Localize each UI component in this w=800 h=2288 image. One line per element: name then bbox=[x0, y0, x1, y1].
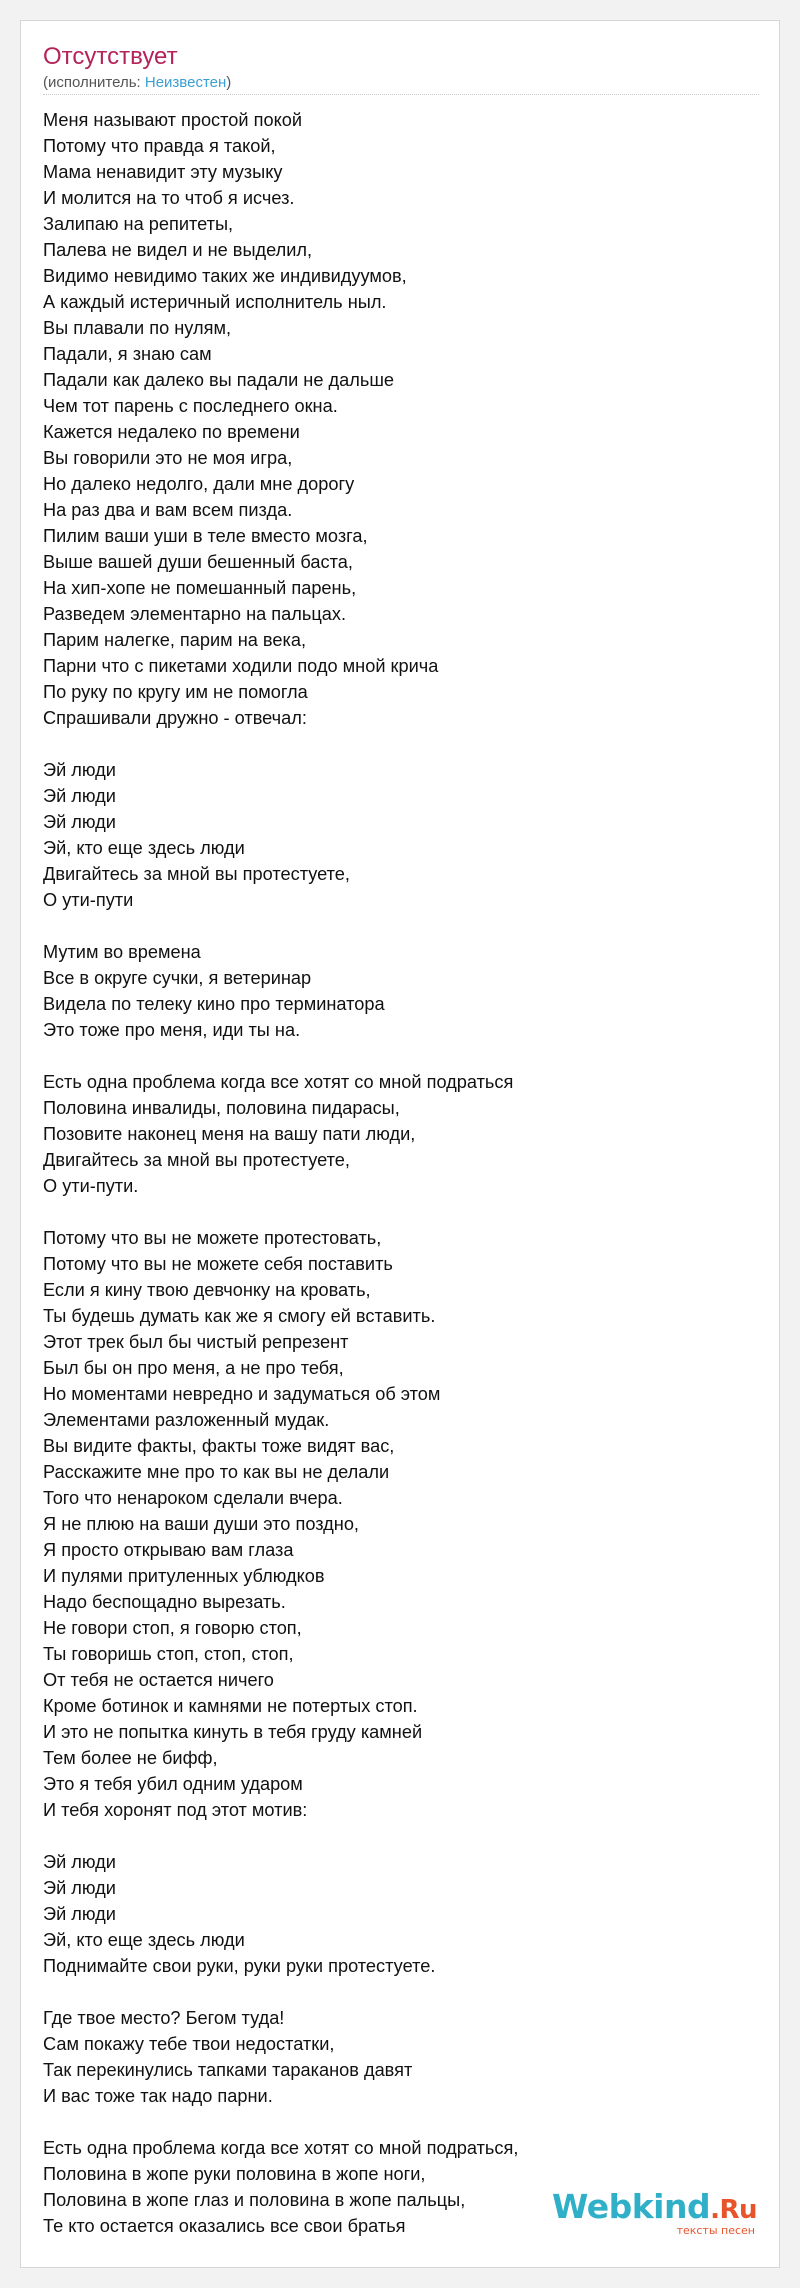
lyrics-line: Падали как далеко вы падали не дальше bbox=[43, 370, 395, 390]
lyrics-line: От тебя не остается ничего bbox=[43, 1670, 274, 1690]
lyrics-line: Парни что с пикетами ходили подо мной крича bbox=[43, 656, 439, 676]
lyrics-line: Кроме ботинок и камнями не потертых стоп. bbox=[43, 1696, 418, 1716]
lyrics-line: Половина в жопе руки половина в жопе ноги, bbox=[43, 2164, 426, 2184]
lyrics-line: Выше вашей души бешенный баста, bbox=[43, 552, 353, 572]
song-title: Отсутствует bbox=[43, 43, 178, 70]
lyrics-line: Того что ненароком сделали вчера. bbox=[43, 1488, 343, 1508]
lyrics-line: Расскажите мне про то как вы не делали bbox=[43, 1462, 390, 1482]
lyrics-line: Ты говоришь стоп, стоп, стоп, bbox=[43, 1644, 294, 1664]
lyrics-line: И пулями притуленных ублюдков bbox=[43, 1566, 325, 1586]
lyrics-line: Падали, я знаю сам bbox=[43, 344, 212, 364]
lyrics-line: Потому что вы не можете себя поставить bbox=[43, 1254, 393, 1274]
lyrics-stanza bbox=[43, 1225, 759, 1823]
artist-suffix: ) bbox=[226, 74, 232, 91]
lyrics-line: Поднимайте свои руки, руки руки протестуете. bbox=[43, 1956, 436, 1976]
lyrics-line: Этот трек был бы чистый репрезент bbox=[43, 1332, 349, 1352]
lyrics-stanza bbox=[43, 1069, 759, 1199]
lyrics-line: Кажется недалеко по времени bbox=[43, 422, 300, 442]
lyrics-line: Это тоже про меня, иди ты на. bbox=[43, 1020, 301, 1040]
lyrics-line: Мама ненавидит эту музыку bbox=[43, 162, 283, 182]
lyrics-line: Эй, кто еще здесь люди bbox=[43, 1930, 245, 1950]
lyrics-line: Тем более не бифф, bbox=[43, 1748, 218, 1768]
lyrics-line: Есть одна проблема когда все хотят со мной подраться bbox=[43, 1072, 514, 1092]
lyrics-line: Меня называют простой покой bbox=[43, 110, 303, 130]
lyrics-stanza bbox=[43, 107, 759, 731]
lyrics-line: Был бы он про меня, а не про тебя, bbox=[43, 1358, 344, 1378]
lyrics-line: А каждый истеричный исполнитель ныл. bbox=[43, 292, 387, 312]
lyrics-line: Потому что вы не можете протестовать, bbox=[43, 1228, 382, 1248]
lyrics-line: Двигайтесь за мной вы протестуете, bbox=[43, 1150, 350, 1170]
lyrics-line: Половина инвалиды, половина пидарасы, bbox=[43, 1098, 400, 1118]
lyrics-line: Где твое место? Бегом туда! bbox=[43, 2008, 285, 2028]
lyrics-line: Парим налегке, парим на века, bbox=[43, 630, 307, 650]
lyrics-line: Элементами разложенный мудак. bbox=[43, 1410, 330, 1430]
lyrics-line: Двигайтесь за мной вы протестуете, bbox=[43, 864, 350, 884]
lyrics-line: Эй люди bbox=[43, 786, 116, 806]
lyrics-line: Вы плавали по нулям, bbox=[43, 318, 232, 338]
lyrics-line: Но моментами невредно и задуматься об этом bbox=[43, 1384, 441, 1404]
lyrics-line: Я не плюю на ваши души это поздно, bbox=[43, 1514, 359, 1534]
lyrics-line: Надо беспощадно вырезать. bbox=[43, 1592, 286, 1612]
lyrics-line: Но далеко недолго, дали мне дорогу bbox=[43, 474, 355, 494]
lyrics-line: Чем тот парень с последнего окна. bbox=[43, 396, 338, 416]
lyrics-line: И вас тоже так надо парни. bbox=[43, 2086, 273, 2106]
lyrics-card bbox=[20, 20, 780, 2268]
lyrics-line: Те кто остается оказались все свои братья bbox=[43, 2216, 406, 2236]
lyrics-line: И это не попытка кинуть в тебя груду камней bbox=[43, 1722, 423, 1742]
lyrics-line: О ути-пути bbox=[43, 890, 134, 910]
lyrics-body bbox=[43, 107, 759, 2239]
artist-prefix: (исполнитель: bbox=[43, 74, 145, 91]
lyrics-stanza bbox=[43, 2005, 759, 2109]
logo-name: Webkind bbox=[551, 2187, 711, 2226]
lyrics-line: Эй, кто еще здесь люди bbox=[43, 838, 245, 858]
lyrics-line: Вы видите факты, факты тоже видят вас, bbox=[43, 1436, 395, 1456]
lyrics-line: Эй люди bbox=[43, 1852, 116, 1872]
lyrics-line: Потому что правда я такой, bbox=[43, 136, 276, 156]
lyrics-line: Эй люди bbox=[43, 760, 116, 780]
lyrics-line: О ути-пути. bbox=[43, 1176, 139, 1196]
lyrics-line: Видела по телеку кино про терминатора bbox=[43, 994, 385, 1014]
lyrics-line: Позовите наконец меня на вашу пати люди, bbox=[43, 1124, 416, 1144]
lyrics-line: Сам покажу тебе твои недостатки, bbox=[43, 2034, 335, 2054]
divider bbox=[43, 94, 759, 95]
lyrics-line: Залипаю на репитеты, bbox=[43, 214, 234, 234]
lyrics-line: И тебя хоронят под этот мотив: bbox=[43, 1800, 308, 1820]
lyrics-line: Мутим во времена bbox=[43, 942, 201, 962]
lyrics-stanza bbox=[43, 939, 759, 1043]
song-subtitle bbox=[43, 73, 231, 93]
lyrics-line: И молится на то чтоб я исчез. bbox=[43, 188, 295, 208]
lyrics-line: Все в округе сучки, я ветеринар bbox=[43, 968, 312, 988]
artist-link[interactable]: Неизвестен bbox=[144, 74, 227, 91]
lyrics-line: Не говори стоп, я говорю стоп, bbox=[43, 1618, 302, 1638]
lyrics-line: Видимо невидимо таких же индивидуумов, bbox=[43, 266, 407, 286]
logo-tld: .Ru bbox=[710, 2195, 757, 2225]
lyrics-line: Вы говорили это не моя игра, bbox=[43, 448, 293, 468]
lyrics-line: Разведем элементарно на пальцах. bbox=[43, 604, 347, 624]
lyrics-line: Палева не видел и не выделил, bbox=[43, 240, 313, 260]
lyrics-line: Пилим ваши уши в теле вместо мозга, bbox=[43, 526, 368, 546]
lyrics-line: Эй люди bbox=[43, 812, 116, 832]
lyrics-line: Так перекинулись тапками тараканов давят bbox=[43, 2060, 413, 2080]
lyrics-line: По руку по кругу им не помогла bbox=[43, 682, 308, 702]
lyrics-line: Это я тебя убил одним ударом bbox=[43, 1774, 303, 1794]
lyrics-line: Эй люди bbox=[43, 1904, 116, 1924]
lyrics-stanza bbox=[43, 757, 759, 913]
lyrics-line: Половина в жопе глаз и половина в жопе пальцы, bbox=[43, 2190, 466, 2210]
lyrics-line: Ты будешь думать как же я смогу ей вставить. bbox=[43, 1306, 436, 1326]
logo-tagline: тексты песен bbox=[676, 2224, 755, 2237]
webkind-logo[interactable] bbox=[551, 2187, 757, 2237]
lyrics-line: Есть одна проблема когда все хотят со мной подраться, bbox=[43, 2138, 519, 2158]
lyrics-line: Спрашивали дружно - отвечал: bbox=[43, 708, 307, 728]
lyrics-line: На хип-хопе не помешанный парень, bbox=[43, 578, 357, 598]
lyrics-line: Я просто открываю вам глаза bbox=[43, 1540, 294, 1560]
lyrics-stanza bbox=[43, 1849, 759, 1979]
lyrics-line: Если я кину твою девчонку на кровать, bbox=[43, 1280, 371, 1300]
lyrics-line: На раз два и вам всем пизда. bbox=[43, 500, 293, 520]
lyrics-line: Эй люди bbox=[43, 1878, 116, 1898]
